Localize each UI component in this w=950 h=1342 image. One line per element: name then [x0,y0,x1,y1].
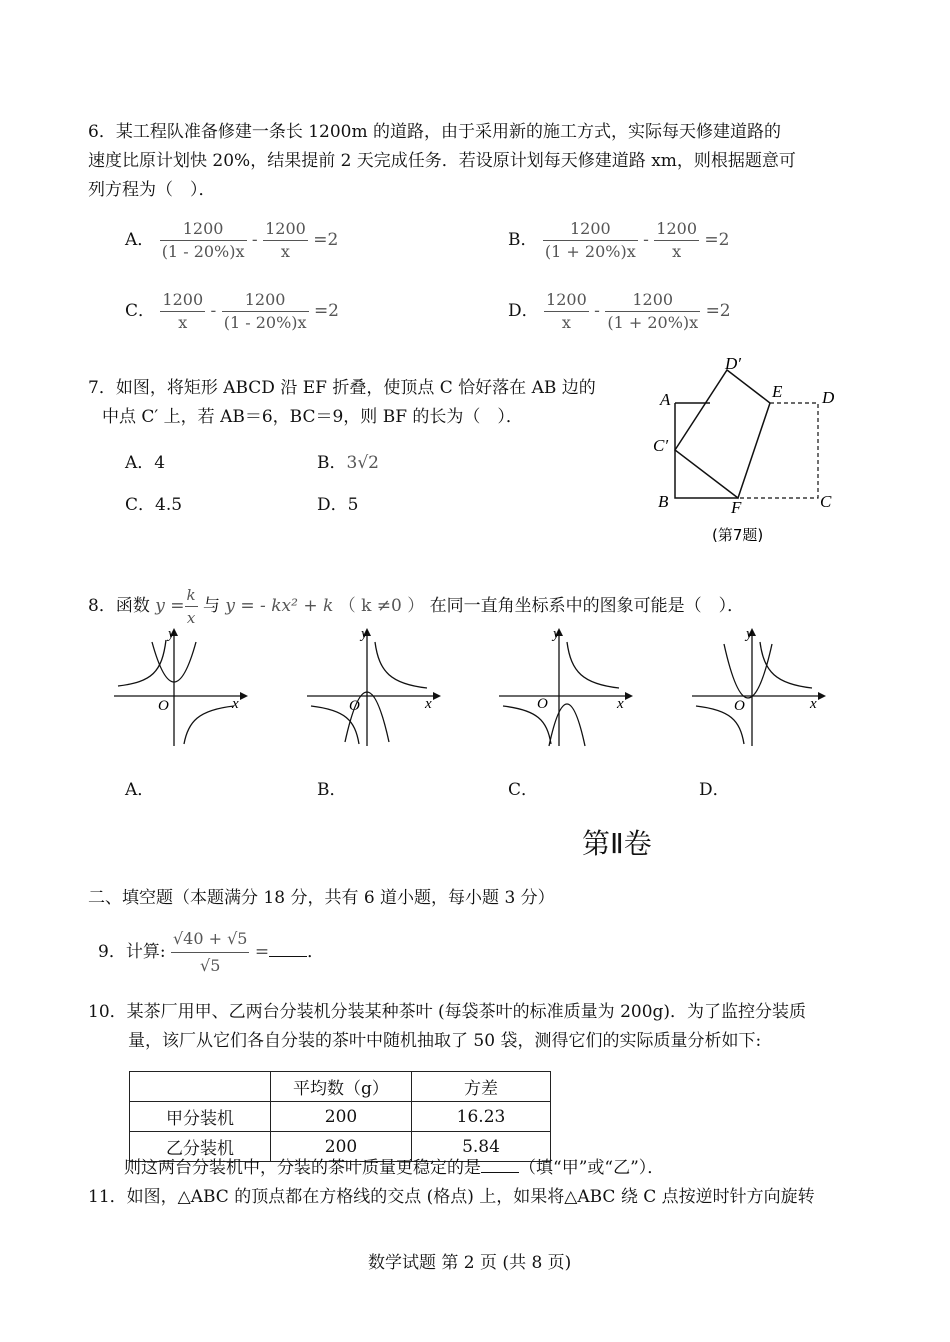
rhs: =2 [313,301,339,321]
fraction [263,220,308,261]
q9-suffix: ． [307,942,325,962]
table-header-row [130,1072,551,1102]
y-label: y [361,626,368,642]
q9-prefix: 9．计算: [98,942,166,962]
numerator: 1200 [160,291,205,312]
hyperbola-branch [184,706,234,744]
denominator: (1 + 20%)x [607,313,699,332]
label-a: A [660,390,671,409]
hyperbola-branch [760,642,812,688]
q8-option-a: A． [125,780,155,800]
label-b: B [658,492,669,511]
table-cell: 200 [271,1132,412,1162]
operator: - [210,301,217,321]
q7-line1: 7．如图，将矩形 ABCD 沿 EF 折叠，使顶点 C 恰好落在 AB 边的 [88,378,596,398]
option-label: A． [125,230,155,250]
denominator: x [186,609,196,627]
arrow [625,692,633,700]
fraction [605,291,700,332]
q6-line3: 列方程为（ ）． [88,180,216,200]
q7-fold-figure [640,345,870,555]
q6-line2: 速度比原计划快 20%，结果提前 2 天完成任务．若设原计划每天修建道路 xm，则根据题意可 [88,151,796,171]
numerator: 1200 [544,291,589,312]
q7-option-a: A．4 [125,453,166,473]
option-label: B． [508,230,538,250]
denominator: (1 + 20%)x [544,242,636,261]
x-label: x [425,696,432,712]
fraction [160,291,205,332]
q8-stem [88,586,744,627]
q9-fraction [171,928,250,977]
x-label: x [617,696,624,712]
y-label: y [553,626,560,642]
q8-prefix: 8．函数 [88,596,150,616]
f2: y = - kx² + k [225,596,334,616]
answer-blank[interactable] [481,1154,519,1173]
parabola [549,704,585,746]
fraction [544,291,589,332]
numerator: 1200 [605,291,700,312]
denominator: (1 - 20%)x [223,313,307,332]
section-title: 第Ⅱ卷 [582,827,652,860]
q6-option-a [125,220,338,261]
origin-label: O [349,698,360,714]
q6-line1: 6．某工程队准备修建一条长 1200m 的道路，由于采用新的施工方式，实际每天修建道路的 [88,122,782,142]
table-cell: 16.23 [412,1102,551,1132]
numerator: k [185,586,198,607]
page-footer: 数学试题 第 2 页 (共 8 页) [368,1253,572,1273]
rhs: =2 [704,230,730,250]
q7-stem [88,374,628,432]
rhs: =2 [313,230,339,250]
option-label: B． [317,453,347,473]
table-cell: 乙分装机 [130,1132,271,1162]
arrow [818,692,826,700]
folded-quadrilateral [675,370,770,498]
fraction [160,220,247,261]
q8-option-d: D． [699,780,730,800]
numerator: 1200 [263,220,308,241]
q6-option-c [125,291,339,332]
parabola [724,644,772,698]
numerator: 1200 [160,220,247,241]
q8-option-c: C． [508,780,539,800]
option-label: D． [508,301,539,321]
option-value: 3√2 [346,453,379,473]
header-cell [130,1072,271,1102]
q11-line1: 11．如图，△ABC 的顶点都在方格线的交点 (格点) 上，如果将△ABC 绕 C 点按逆时针方向旋转 [88,1187,815,1207]
hyperbola-branch [567,642,619,688]
q7-option-d: D．5 [317,495,359,515]
q10-table [129,1071,551,1162]
part2-heading: 二、填空题（本题满分 18 分，共有 6 道小题，每小题 3 分） [88,888,555,908]
q10-stem [88,998,888,1056]
numerator: 1200 [654,220,699,241]
figure-caption: (第7题) [712,526,764,544]
denominator: (1 - 20%)x [161,242,245,261]
answer-blank[interactable] [269,938,307,957]
origin-label: O [158,698,169,714]
q8-graph-c [497,622,637,752]
y-label: y [746,626,753,642]
q6-option-b [508,220,729,261]
denominator: x [280,242,290,261]
table-row [130,1102,551,1132]
header-cell: 方差 [412,1072,551,1102]
operator: - [251,230,258,250]
q8-graph-d [690,622,830,752]
label-c: C [820,492,832,511]
rect-dashed-part [738,403,818,498]
rect-left-bottom [675,403,738,498]
q8-mid: 与 [203,596,220,616]
fraction [222,291,309,332]
origin-label: O [734,698,745,714]
f1-lhs: y = [155,596,185,616]
numerator: √40 + √5 [171,928,250,953]
arrow [240,692,248,700]
q8-option-b: B． [317,780,347,800]
q10-line1: 10．某茶厂用甲、乙两台分装机分装某种茶叶 (每袋茶叶的标准质量为 200g)．为了监控分装质 [88,1002,807,1022]
q8-graph-b [305,622,445,752]
q10-line3-post: （填“甲”或“乙”）． [519,1158,665,1178]
table-cell: 200 [271,1102,412,1132]
label-f: F [731,498,742,517]
q10-line3-pre: 则这两台分装机中，分装的茶叶质量更稳定的是 [124,1158,481,1178]
numerator: 1200 [222,291,309,312]
q10-line2: 量，该厂从它们各自分装的茶叶中随机抽取了 50 袋，测得它们的实际质量分析如下: [128,1031,762,1051]
fraction [654,220,699,261]
x-label: x [232,696,239,712]
condition: （ k ≠0 ） [338,596,425,616]
q7-line2: 中点 C′ 上，若 AB＝6，BC＝9，则 BF 的长为（ ）． [102,407,523,427]
operator: - [594,301,600,321]
x-label: x [810,696,817,712]
denominator: x [561,313,571,332]
arrow [433,692,441,700]
q10-line3 [124,1154,664,1183]
numerator: 1200 [543,220,638,241]
label-e: E [772,382,783,401]
q8-graph-a [112,622,252,752]
y-label: y [168,626,175,642]
option-label: C． [125,301,156,321]
rhs: =2 [705,301,731,321]
hyperbola-branch [375,642,427,688]
fraction [543,220,638,261]
q9 [98,928,324,977]
q8-suffix: 在同一直角坐标系中的图象可能是（ ）． [429,596,745,616]
label-d: D [822,388,835,407]
denominator: x [178,313,188,332]
q7-option-b [317,448,379,473]
operator: - [643,230,649,250]
q7-option-c: C．4.5 [125,495,183,515]
q6-option-d [508,291,731,332]
denominator: √5 [200,956,221,975]
label-c-prime: C′ [653,436,669,455]
f1-fraction [185,586,198,627]
header-cell: 平均数（g） [271,1072,412,1102]
denominator: x [672,242,682,261]
origin-label: O [537,696,548,712]
q6-stem [88,118,888,205]
table-cell: 5.84 [412,1132,551,1162]
equals: = [254,942,270,962]
table-cell: 甲分装机 [130,1102,271,1132]
label-d-prime: D′ [725,354,741,373]
